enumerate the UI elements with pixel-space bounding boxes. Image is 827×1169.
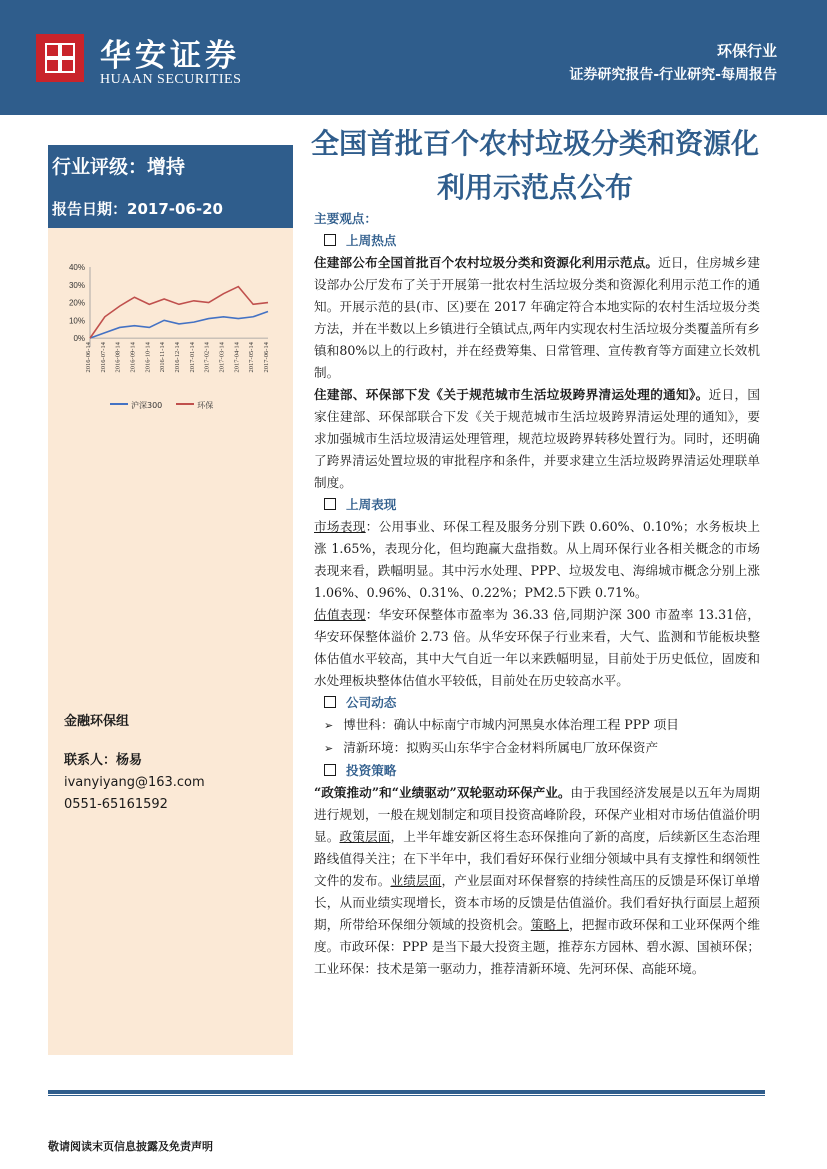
paragraph-body: 由于我国经济发展是以五年为周期进行规划，一般在规划制定和项目投资高峰阶段，环保产业相对市场估值溢价明显。 bbox=[314, 785, 761, 844]
series-line bbox=[90, 287, 268, 339]
contact-name: 杨易 bbox=[116, 753, 143, 768]
team-name: 金融环保组 bbox=[64, 714, 130, 729]
x-tick-label: 2017-01-14 bbox=[188, 342, 196, 373]
paragraph-body: 近日，住房城乡建设部办公厅发布了关于开展第一批农村生活垃圾分类和资源化利用示范工作的通知。开展示范的县(市、区)要在 2017 年确定符合本地实际的农村生活垃圾分类方法，并在半数以上乡镇进行全镇试点,两年内实现农村生活垃圾分类覆盖所有乡镇和80%以上的行政村，并在经费筹集、日常管理、宣传教育等方面建立长效机制。 bbox=[314, 255, 761, 380]
footer-disclaimer: 敬请阅读末页信息披露及免责声明 bbox=[48, 1140, 213, 1153]
x-tick-label: 2017-02-14 bbox=[203, 342, 211, 373]
x-tick-label: 2017-05-14 bbox=[248, 342, 256, 373]
report-date-value: 2017-06-20 bbox=[127, 200, 223, 218]
legend-item bbox=[110, 401, 162, 410]
paragraph-body: ：公用事业、环保工程及服务分别下跌 0.60%、0.10%；水务板块上涨 1.65%，表现分化，但均跑赢大盘指数。从上周环保行业各相关概念的市场表现来看，跌幅明显。其中污水处理、PPP、垃圾发电、海绵城市概念分别上涨 1.06%、0.96%、0.31%、0.22%；PM2.5下跌 0.71%。 bbox=[314, 519, 760, 600]
report-title: 全国首批百个农村垃圾分类和资源化利用示范点公布 bbox=[310, 127, 759, 204]
contact-phone: 0551-65161592 bbox=[64, 797, 168, 812]
paragraph-lead: 住建部公布全国首批百个农村垃圾分类和资源化利用示范点。 bbox=[314, 255, 659, 270]
section-title: 投资策略 bbox=[346, 763, 397, 778]
paragraph-body: ，把握市政环保和工业环保两个维度。市政环保：PPP 是当下最大投资主题，推荐东方园林、碧水源、国祯环保；工业环保：技术是第一驱动力，推荐清新环境、先河环保、高能环境。 bbox=[314, 917, 761, 976]
contact-block bbox=[64, 750, 205, 816]
section-title: 公司动态 bbox=[346, 695, 397, 710]
paragraph bbox=[314, 782, 760, 980]
paragraph-label: 市场表现 bbox=[314, 519, 366, 534]
legend-label: 环保 bbox=[197, 401, 214, 410]
series-line bbox=[90, 311, 268, 338]
paragraph-lead: “政策推动”和“业绩驱动”双轮驱动环保产业。 bbox=[314, 785, 571, 800]
x-tick-label: 2016-07-14 bbox=[99, 342, 107, 373]
paragraph bbox=[314, 252, 760, 384]
paragraph-body: 近日，国家住建部、环保部联合下发《关于规范城市生活垃圾跨界清运处理的通知》，要求加强城市生活垃圾清运处理管理，规范垃圾跨界转移处置行为。同时，还明确了跨界清运处置垃圾的审批程序和条件，并要求建立生活垃圾跨界清运处理联单制度。 bbox=[314, 387, 761, 490]
paragraph-label: 策略上 bbox=[530, 917, 569, 932]
paragraph bbox=[314, 516, 760, 604]
logo-cn: 华安证券 bbox=[100, 38, 240, 74]
section-hot-topics bbox=[314, 230, 760, 252]
report-date-label: 报告日期： bbox=[52, 200, 128, 218]
checkbox-icon bbox=[324, 234, 336, 246]
x-tick-label: 2016-08-14 bbox=[114, 342, 122, 373]
header-bar bbox=[0, 0, 827, 115]
main-content bbox=[314, 208, 760, 980]
logo-en: HUAAN SECURITIES bbox=[100, 72, 242, 87]
legend-swatch bbox=[176, 403, 194, 405]
contact-label: 联系人： bbox=[64, 753, 117, 768]
paragraph-body: ：华安环保整体市盈率为 36.33 倍,同期沪深 300 市盈率 13.31倍，华安环保整体溢价 2.73 倍。从华安环保子行业来看，大气、监测和节能板块整体估值水平较高，其中大气自近一年以来跌幅明显，目前处于历史低位，固废和水处理板块整体估值水平较低，目前处在历史较高水平。 bbox=[314, 607, 760, 688]
y-tick-label: 0% bbox=[73, 334, 85, 344]
checkbox-icon bbox=[324, 498, 336, 510]
section-strategy bbox=[314, 760, 760, 782]
paragraph bbox=[314, 384, 760, 494]
industry-rating: 行业评级：增持 bbox=[48, 145, 293, 190]
x-tick-label: 2017-06-14 bbox=[263, 342, 270, 373]
legend-label: 沪深300 bbox=[131, 401, 163, 410]
x-tick-label: 2016-12-14 bbox=[174, 342, 181, 373]
section-title: 上周热点 bbox=[346, 233, 397, 248]
x-tick-label: 2016-10-14 bbox=[144, 342, 152, 373]
paragraph-body: ，上半年雄安新区将生态环保推向了新的高度，后续新区生态治理路线值得关注；在下半年中，我们看好环保行业细分领域中具有支撑性和纲领性文件的发布。 bbox=[314, 829, 761, 888]
contact-email[interactable]: ivanyiyang@163.com bbox=[64, 775, 205, 790]
industry-label: 环保行业 bbox=[716, 42, 777, 60]
paragraph bbox=[314, 604, 760, 692]
x-tick-label: 2016-06-14 bbox=[85, 342, 92, 373]
section-company-news bbox=[314, 692, 760, 714]
x-tick-label: 2017-04-14 bbox=[233, 342, 241, 373]
paragraph-lead: 住建部、环保部下发《关于规范城市生活垃圾跨界清运处理的通知》。 bbox=[314, 387, 709, 402]
list-item: ➢ 清新环境：拟购买山东华宇合金材料所属电厂放环保资产 bbox=[314, 737, 760, 760]
report-date bbox=[48, 190, 293, 228]
checkbox-icon bbox=[324, 696, 336, 708]
x-tick-label: 2016-09-14 bbox=[129, 342, 137, 373]
huaan-logo-icon bbox=[36, 34, 84, 82]
paragraph-label: 估值表现 bbox=[314, 607, 366, 622]
y-tick-label: 30% bbox=[68, 280, 85, 290]
paragraph-body: ，产业层面对环保督察的持续性高压的反馈是环保订单增长，从而业绩实现增长，资本市场的反馈是估值溢价。我们看好执行面层上超预期，所带给环保细分领域的投资机会。 bbox=[314, 873, 761, 932]
legend-item bbox=[176, 401, 213, 410]
footer-divider bbox=[48, 1090, 765, 1094]
x-tick-label: 2017-03-14 bbox=[218, 342, 226, 373]
paragraph-label: 业绩层面 bbox=[390, 873, 442, 888]
footer-divider-thin bbox=[48, 1095, 765, 1096]
y-tick-label: 40% bbox=[68, 263, 85, 272]
section-title: 上周表现 bbox=[346, 497, 397, 512]
report-type: 证券研究报告-行业研究-每周报告 bbox=[569, 67, 777, 83]
chart-legend bbox=[110, 400, 227, 411]
section-weekly-performance bbox=[314, 494, 760, 516]
y-tick-label: 10% bbox=[68, 316, 85, 326]
y-tick-label: 20% bbox=[68, 298, 85, 308]
key-points-heading: 主要观点： bbox=[314, 211, 377, 226]
checkbox-icon bbox=[324, 764, 336, 776]
x-tick-label: 2016-11-14 bbox=[159, 342, 167, 373]
paragraph-label: 政策层面 bbox=[339, 829, 391, 844]
list-item: ➢ 博世科：确认中标南宁市城内河黑臭水体治理工程 PPP 项目 bbox=[314, 714, 760, 737]
legend-swatch bbox=[110, 403, 128, 405]
